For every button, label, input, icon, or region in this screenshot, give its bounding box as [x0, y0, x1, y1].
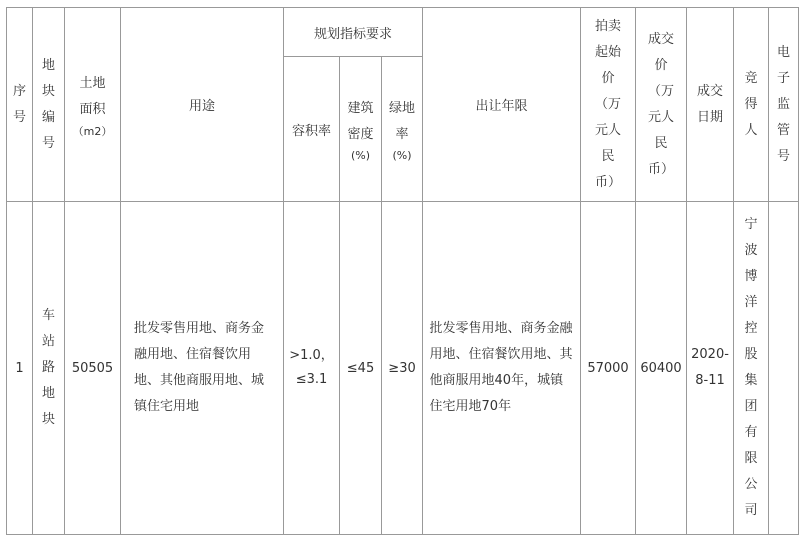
- header-green: 绿地率 (%): [382, 57, 423, 202]
- cell-winner: 宁波博洋控股集团有限公司: [734, 202, 769, 535]
- header-far: 容积率: [284, 57, 340, 202]
- header-planning: 规划指标要求: [284, 8, 423, 57]
- cell-density: ≤45: [340, 202, 382, 535]
- cell-area: 50505: [65, 202, 121, 535]
- header-seq: 序号: [7, 8, 33, 202]
- header-deal-date: 成交日期: [687, 8, 734, 202]
- cell-deal-price: 60400: [636, 202, 687, 535]
- cell-term: 批发零售用地、商务金融用地、住宿餐饮用地、其他商服用地40年，城镇住宅用地70年: [423, 202, 581, 535]
- cell-parcel-no: 车站路地块: [33, 202, 65, 535]
- header-use: 用途: [121, 8, 284, 202]
- table-row: [7, 202, 799, 535]
- land-auction-table: [6, 7, 799, 535]
- header-density: 建筑密度 (%): [340, 57, 382, 202]
- cell-far: >1.0， ≤3.1: [284, 202, 340, 535]
- cell-green: ≥30: [382, 202, 423, 535]
- header-area: 土地面积 （m2）: [65, 8, 121, 202]
- header-row-1: [7, 8, 799, 57]
- cell-deal-date: 2020-8-11: [687, 202, 734, 535]
- header-term: 出让年限: [423, 8, 581, 202]
- cell-use: 批发零售用地、商务金融用地、住宿餐饮用地、其他商服用地、城镇住宅用地: [121, 202, 284, 535]
- header-start-price: 拍卖起始价（万元人民币）: [581, 8, 636, 202]
- cell-e-supervision: [769, 202, 799, 535]
- header-deal-price: 成交价（万元人民币）: [636, 8, 687, 202]
- header-e-supervision: 电子监管号: [769, 8, 799, 202]
- header-parcel-no: 地块编号: [33, 8, 65, 202]
- header-winner: 竞得人: [734, 8, 769, 202]
- cell-start-price: 57000: [581, 202, 636, 535]
- cell-seq: 1: [7, 202, 33, 535]
